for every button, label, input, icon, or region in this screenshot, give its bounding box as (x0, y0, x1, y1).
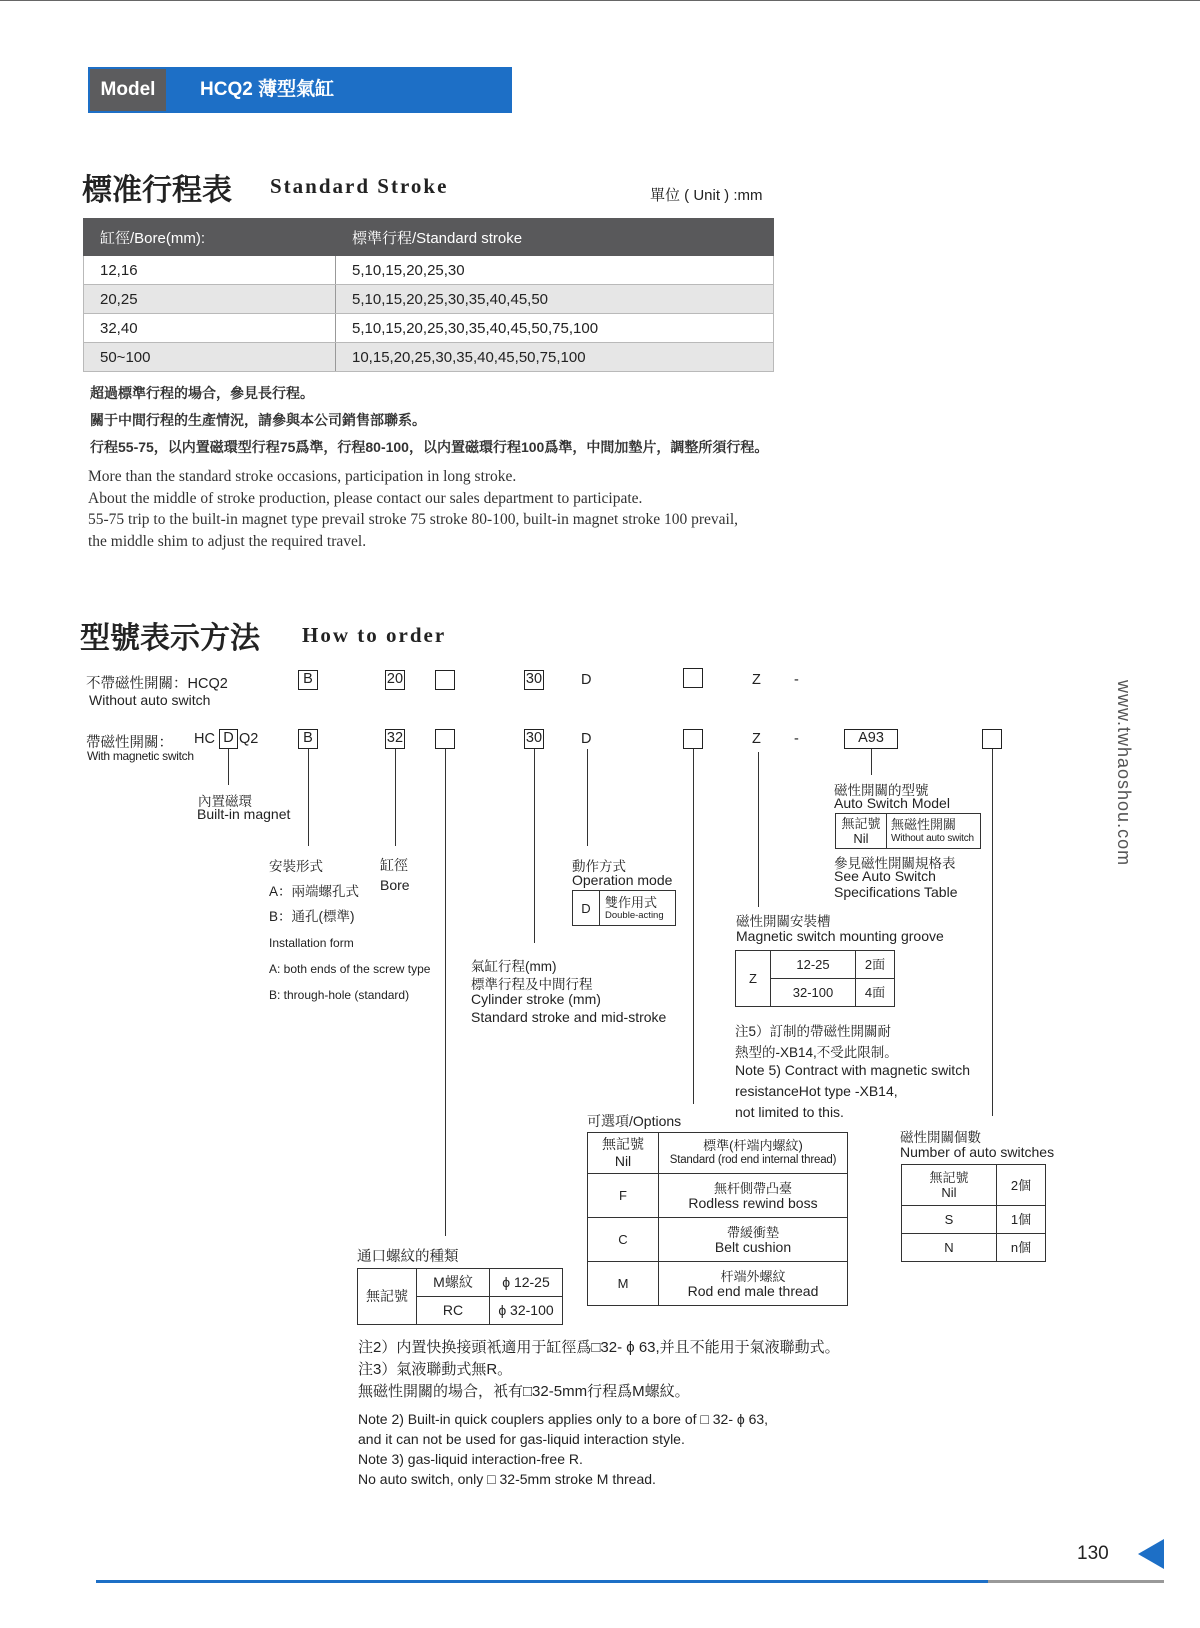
order-note-zh: 注2）内置快换接頭衹適用于缸徑爲□32- ϕ 63,并且不能用于氣液聯動式。 (358, 1339, 840, 1356)
model-tag: Model (88, 67, 168, 113)
note5-zh1: 注5）訂制的帶磁性開關耐 (735, 1024, 892, 1039)
row1-thread-square (435, 670, 455, 690)
table-header-row (84, 219, 774, 256)
switch-nil-cell (836, 814, 887, 849)
note-line: 超過標準行程的場合，參見長行程。 (90, 385, 314, 401)
stroke-cell: 5,10,15,20,25,30 (336, 256, 774, 285)
stroke-cell: 5,10,15,20,25,30,35,40,45,50,75,100 (336, 314, 774, 343)
magnet-label-zh: 內置磁環 (198, 794, 252, 809)
operation-table (572, 890, 676, 926)
row2-thread-square (435, 729, 455, 749)
option-code: M (588, 1262, 659, 1306)
order-note-en: No auto switch, only □ 32-5mm stroke M thread. (358, 1471, 656, 1487)
option-en: Standard (rod end internal thread) (669, 1154, 837, 1166)
option-desc-cell (659, 1218, 848, 1262)
operation-desc-zh: 雙作用式 (605, 895, 658, 910)
stroke-cell: 5,10,15,20,25,30,35,40,45,50 (336, 285, 774, 314)
option-code-cell (588, 1133, 659, 1174)
row2-prefix: HC (194, 731, 215, 747)
note5-en3: not limited to this. (735, 1104, 844, 1120)
table-row (84, 285, 774, 314)
switch-see-en1: See Auto Switch (834, 868, 936, 884)
table-row (902, 1234, 1046, 1262)
row2-magnet-box: D (219, 729, 238, 749)
order-note-zh: 無磁性開關的場合，衹有□32-5mm行程爲M螺紋。 (358, 1383, 690, 1400)
count-code: N (902, 1234, 997, 1262)
note-line: 行程55-75，以内置磁環型行程75爲準，行程80-100，以内置磁環行程100爲準，中間加墊片，調整所須行程。 (90, 439, 769, 455)
option-code: F (588, 1174, 659, 1218)
table-row (588, 1262, 848, 1306)
option-code: C (588, 1218, 659, 1262)
row2-mount-box: B (298, 729, 318, 749)
row2-switch-box: A93 (844, 729, 898, 749)
leader-options (693, 749, 694, 1104)
row2-stroke-box: 30 (524, 729, 544, 749)
switch-nil: Nil (853, 831, 869, 846)
groove-range: 32-100 (771, 979, 856, 1007)
note5-en2: resistanceHot type -XB14, (735, 1083, 898, 1099)
table-row (84, 343, 774, 372)
stroke-label-zh2: 標準行程及中間行程 (471, 977, 593, 992)
stroke-label-zh1: 氣缸行程(mm) (471, 959, 557, 974)
count-code-zh: 無記號 (929, 1170, 969, 1185)
top-border (0, 0, 1200, 1)
standard-stroke-table (83, 218, 774, 372)
install-a-zh: A：兩端螺孔式 (269, 884, 360, 899)
groove-faces: 2面 (856, 951, 895, 979)
table-row (84, 256, 774, 285)
row1-bore-box: 20 (385, 670, 405, 690)
option-desc-cell (659, 1133, 848, 1174)
option-code: Nil (614, 1153, 632, 1169)
install-a-en: A: both ends of the screw type (269, 962, 431, 976)
operation-desc (600, 891, 676, 926)
count-label-en: Number of auto switches (900, 1144, 1055, 1160)
thread-range: ϕ 32-100 (490, 1297, 563, 1325)
option-en: Belt cushion (714, 1238, 792, 1255)
bore-cell: 50~100 (84, 343, 336, 372)
count-value: 2個 (997, 1165, 1046, 1206)
groove-label-zh: 磁性開關安裝槽 (736, 914, 831, 929)
install-title-zh: 安裝形式 (269, 859, 323, 874)
note-line: the middle shim to adjust the required travel. (88, 532, 367, 550)
thread-type: RC (417, 1297, 490, 1325)
groove-range: 12-25 (771, 951, 856, 979)
leader-thread (445, 749, 446, 1236)
count-label-zh: 磁性開關個數 (900, 1130, 981, 1145)
note-line: 55-75 trip to the built-in magnet type prevail stroke 75 stroke 80-100, built-in magnet stroke 100 prevail, (88, 511, 739, 528)
unit-label: 單位 ( Unit ) :mm (650, 187, 763, 204)
stroke-title-zh: 標准行程表 (82, 173, 232, 208)
install-b-zh: B：通孔(標準) (269, 909, 355, 924)
leader-mode (587, 749, 588, 846)
order-note-en: and it can not be used for gas-liquid interaction style. (358, 1431, 685, 1447)
option-desc-cell (659, 1262, 848, 1306)
row2-suffix: Q2 (239, 731, 259, 747)
order-title-en: How to order (302, 623, 447, 647)
column-header-stroke: 標準行程/Standard stroke (336, 219, 774, 256)
thread-type: M螺紋 (417, 1269, 490, 1297)
switch-model-zh: 磁性開關的型號 (834, 783, 929, 798)
count-table (901, 1164, 1046, 1262)
row1-dash: - (794, 672, 799, 688)
table-row (588, 1218, 848, 1262)
table-row (84, 314, 774, 343)
row2-groove: Z (752, 731, 761, 747)
row2-bore-box: 32 (385, 729, 405, 749)
thread-range: ϕ 12-25 (490, 1269, 563, 1297)
note-line: 關于中間行程的生產情況，請參與本公司銷售部聯系。 (90, 412, 426, 428)
row1-mount-box: B (298, 670, 318, 690)
footer-line (96, 1580, 988, 1583)
switch-none-zh: 無磁性開關 (891, 817, 957, 832)
row2-count-square (982, 729, 1002, 749)
count-code-cell (902, 1165, 997, 1206)
table-row (588, 1174, 848, 1218)
options-title: 可選項/Options (587, 1113, 682, 1129)
stroke-label-en2: Standard stroke and mid-stroke (471, 1009, 667, 1025)
operation-label-en: Operation mode (572, 872, 673, 888)
bore-cell: 20,25 (84, 285, 336, 314)
row2-option-square (683, 729, 703, 749)
groove-faces: 4面 (856, 979, 895, 1007)
row1-mode: D (581, 672, 592, 688)
magnet-label-en: Built-in magnet (197, 806, 291, 822)
switch-none-cell (887, 814, 981, 849)
note-line: More than the standard stroke occasions, participation in long stroke. (88, 468, 517, 485)
switch-see-en2: Specifications Table (834, 884, 958, 900)
note-line: About the middle of stroke production, please contact our sales department to participate. (88, 489, 643, 507)
groove-table (735, 950, 895, 1007)
groove-label-en: Magnetic switch mounting groove (736, 928, 944, 944)
stroke-notes-zh (90, 380, 768, 461)
thread-title: 通口螺紋的種類 (357, 1249, 459, 1265)
option-code-zh: 無記號 (602, 1136, 644, 1152)
leader-magnet (228, 749, 229, 785)
option-desc-cell (659, 1174, 848, 1218)
bore-label-en: Bore (380, 877, 410, 893)
footer-line-gray (988, 1580, 1164, 1583)
table-row (736, 951, 895, 979)
row1-stroke-box: 30 (524, 670, 544, 690)
stroke-cell: 10,15,20,25,30,35,40,45,50,75,100 (336, 343, 774, 372)
table-row (358, 1269, 563, 1297)
option-en: Rod end male thread (687, 1282, 819, 1299)
option-zh: 標準(杆端内螺紋) (703, 1138, 803, 1153)
model-header (88, 67, 512, 113)
switch-see-zh: 參見磁性開關規格表 (834, 856, 956, 871)
row2-label-zh: 帶磁性開關： (86, 735, 173, 751)
install-b-en: B: through-hole (standard) (269, 988, 410, 1002)
bore-cell: 12,16 (84, 256, 336, 285)
options-table (587, 1132, 848, 1306)
leader-switch (871, 749, 872, 775)
website-watermark: www.twhaoshou.com (1114, 680, 1134, 867)
page-number: 130 (1077, 1543, 1109, 1564)
operation-label-zh: 動作方式 (572, 859, 626, 874)
model-name: HCQ2 薄型氣缸 (200, 79, 335, 100)
groove-code: Z (736, 951, 771, 1007)
leader-count (992, 749, 993, 1116)
count-code: Nil (941, 1185, 957, 1200)
stroke-title-en: Standard Stroke (270, 174, 449, 198)
row2-dash: - (794, 731, 799, 747)
order-note-en: Note 2) Built-in quick couplers applies only to a bore of □ 32- ϕ 63, (358, 1411, 769, 1427)
option-zh: 無杆側帶凸臺 (713, 1180, 792, 1196)
table-row (588, 1133, 848, 1174)
option-en: Rodless rewind boss (688, 1194, 818, 1211)
note5-zh2: 熱型的-XB14,不受此限制。 (735, 1045, 898, 1060)
operation-desc-en: Double-acting (605, 910, 664, 921)
install-title-en: Installation form (269, 936, 354, 950)
bore-label-zh: 缸徑 (380, 857, 408, 873)
leader-stroke (534, 749, 535, 943)
count-value: 1個 (997, 1206, 1046, 1234)
row2-mode: D (581, 731, 592, 747)
count-value: n個 (997, 1234, 1046, 1262)
leader-mount (308, 749, 309, 846)
stroke-notes-en (88, 466, 738, 552)
operation-code: D (573, 891, 600, 926)
bore-cell: 32,40 (84, 314, 336, 343)
stroke-label-en1: Cylinder stroke (mm) (471, 991, 601, 1007)
row1-label-en: Without auto switch (89, 692, 211, 708)
column-header-bore: 缸徑/Bore(mm): (84, 219, 336, 256)
page-triangle-icon (1138, 1539, 1164, 1569)
option-zh: 杆端外螺紋 (720, 1268, 786, 1284)
row1-groove: Z (752, 672, 761, 688)
switch-nil-zh: 無記號 (841, 816, 881, 831)
order-note-zh: 注3）氣液聯動式無R。 (358, 1361, 513, 1378)
option-zh: 帶緩衝墊 (726, 1224, 779, 1240)
row1-option-square (683, 668, 703, 688)
count-code: S (902, 1206, 997, 1234)
switch-none-en: Without auto switch (891, 833, 974, 844)
table-row (902, 1165, 1046, 1206)
leader-bore (395, 749, 396, 846)
leader-groove (758, 752, 759, 907)
row2-label-en: With magnetic switch (87, 749, 194, 763)
order-title-zh: 型號表示方法 (80, 621, 260, 656)
row1-label-zh: 不帶磁性開關：HCQ2 (86, 676, 228, 692)
switch-model-table (835, 813, 981, 849)
note5-en1: Note 5) Contract with magnetic switch (735, 1062, 970, 1078)
switch-model-en: Auto Switch Model (834, 795, 950, 811)
order-note-en: Note 3) gas-liquid interaction-free R. (358, 1451, 583, 1467)
thread-nil: 無記號 (358, 1269, 417, 1325)
table-row (902, 1206, 1046, 1234)
thread-table (357, 1268, 563, 1325)
